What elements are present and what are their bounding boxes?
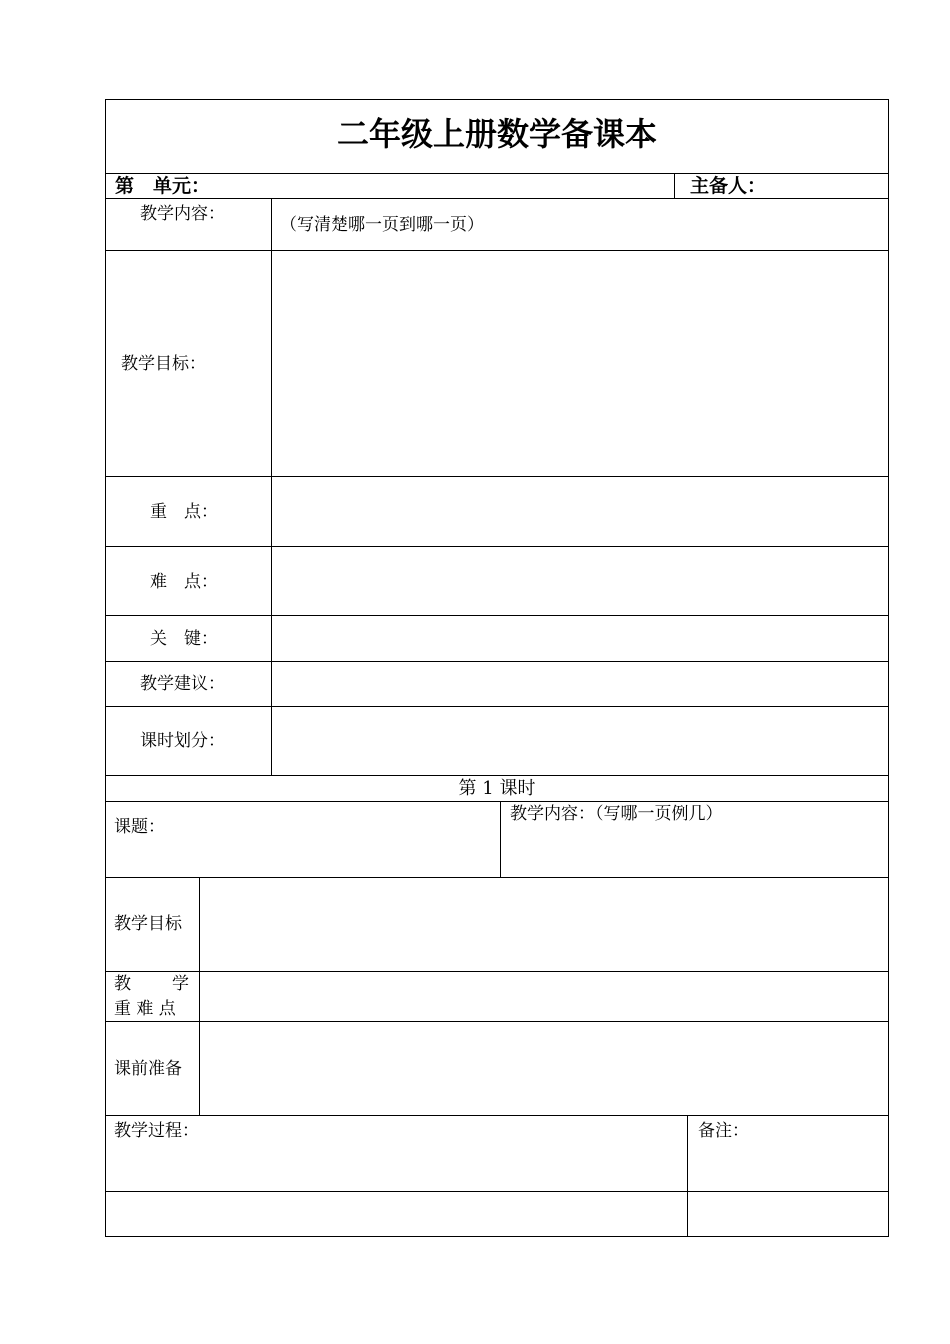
key-difficult-label-line2: 重 难 点 — [114, 999, 176, 1019]
rule-difficult — [105, 615, 889, 616]
difficulties-label: 难 点： — [150, 572, 218, 592]
rule-content — [105, 250, 889, 251]
key-points-label: 重 点： — [150, 502, 218, 522]
teaching-content-hint: （写清楚哪一页到哪一页） — [280, 215, 484, 235]
teaching-goals-label: 教学目标： — [121, 354, 206, 374]
rule-title — [105, 173, 889, 174]
divider-unit-labels — [271, 198, 272, 775]
rule-unit — [105, 198, 889, 199]
lesson-goals-label: 教学目标 — [114, 914, 182, 934]
rule-crux — [105, 661, 889, 662]
rule-preparation — [105, 1115, 889, 1116]
rule-suggestions — [105, 706, 889, 707]
rule-lesson-heading — [105, 801, 889, 802]
divider-topic-content — [500, 801, 501, 877]
rule-key-difficult — [105, 1021, 889, 1022]
form-frame — [105, 99, 889, 1237]
crux-label: 关 键： — [150, 629, 218, 649]
rule-topic — [105, 877, 889, 878]
teaching-content-label: 教学内容： — [140, 204, 225, 224]
key-difficult-label-char1: 教 — [114, 974, 131, 994]
preparation-label: 课前准备 — [114, 1059, 182, 1079]
lesson-heading: 第 1 课时 — [458, 778, 536, 799]
teaching-suggestions-label: 教学建议： — [140, 674, 225, 694]
key-difficult-label-char2: 学 — [172, 974, 189, 994]
unit-label: 第 单元： — [115, 175, 211, 197]
rule-process — [105, 1191, 889, 1192]
divider-unit-preparer — [674, 173, 675, 198]
class-schedule-label: 课时划分： — [140, 731, 225, 751]
notes-label: 备注： — [698, 1121, 749, 1141]
teaching-process-label: 教学过程： — [114, 1121, 199, 1141]
preparer-label: 主备人： — [690, 175, 767, 197]
lesson-content-label: 教学内容：（写哪一页例几） — [510, 804, 723, 824]
topic-label: 课题： — [114, 817, 165, 837]
rule-schedule — [105, 775, 889, 776]
rule-key — [105, 546, 889, 547]
divider-process-notes — [687, 1115, 688, 1237]
page-title: 二年级上册数学备课本 — [336, 115, 657, 153]
divider-lesson-labels — [199, 877, 200, 1115]
rule-goals — [105, 476, 889, 477]
rule-lesson-goals — [105, 971, 889, 972]
